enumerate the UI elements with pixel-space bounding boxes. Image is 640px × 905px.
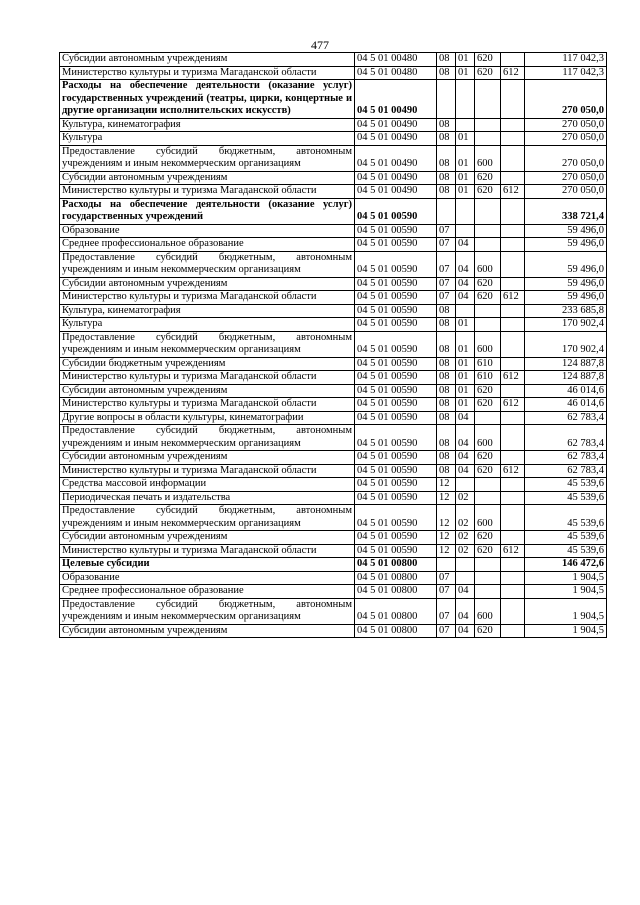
amount: 62 783,4 bbox=[525, 451, 607, 465]
section-code: 07 bbox=[437, 598, 456, 624]
table-row bbox=[60, 53, 607, 67]
subsection-code: 01 bbox=[456, 384, 475, 398]
table-row bbox=[60, 357, 607, 371]
subsection-code bbox=[456, 80, 475, 119]
section-code: 07 bbox=[437, 291, 456, 305]
subsection-code: 01 bbox=[456, 357, 475, 371]
subsection-code: 04 bbox=[456, 585, 475, 599]
expense-type-code: 620 bbox=[475, 291, 501, 305]
section-code: 12 bbox=[437, 478, 456, 492]
subsection-code: 04 bbox=[456, 425, 475, 451]
amount: 45 539,6 bbox=[525, 531, 607, 545]
target-article-code: 04 5 01 00590 bbox=[355, 318, 437, 332]
row-name: Субсидии автономным учреждениям bbox=[60, 277, 355, 291]
row-name: Субсидии автономным учреждениям bbox=[60, 53, 355, 67]
table-row bbox=[60, 411, 607, 425]
subsection-code: 04 bbox=[456, 624, 475, 638]
amount: 270 050,0 bbox=[525, 80, 607, 119]
expense-type-code: 620 bbox=[475, 464, 501, 478]
section-code: 07 bbox=[437, 238, 456, 252]
expense-type-code: 620 bbox=[475, 624, 501, 638]
section-code: 08 bbox=[437, 425, 456, 451]
amount: 233 685,8 bbox=[525, 304, 607, 318]
budget-manager-code bbox=[501, 585, 525, 599]
amount: 59 496,0 bbox=[525, 277, 607, 291]
table-row bbox=[60, 558, 607, 572]
subsection-code: 02 bbox=[456, 531, 475, 545]
subsection-code bbox=[456, 198, 475, 224]
table-row bbox=[60, 478, 607, 492]
row-name: Целевые субсидии bbox=[60, 558, 355, 572]
table-row bbox=[60, 198, 607, 224]
target-article-code: 04 5 01 00590 bbox=[355, 357, 437, 371]
target-article-code: 04 5 01 00590 bbox=[355, 238, 437, 252]
budget-manager-code bbox=[501, 531, 525, 545]
target-article-code: 04 5 01 00590 bbox=[355, 478, 437, 492]
section-code: 08 bbox=[437, 384, 456, 398]
table-row bbox=[60, 464, 607, 478]
table-row bbox=[60, 425, 607, 451]
row-name: Предоставление субсидий бюджетным, автономным учреждениям и иным некоммерческим организациям bbox=[60, 425, 355, 451]
row-name: Министерство культуры и туризма Магаданской области bbox=[60, 291, 355, 305]
target-article-code: 04 5 01 00800 bbox=[355, 598, 437, 624]
amount: 270 050,0 bbox=[525, 118, 607, 132]
row-name: Расходы на обеспечение деятельности (оказание услуг) государственных учреждений bbox=[60, 198, 355, 224]
subsection-code: 01 bbox=[456, 318, 475, 332]
subsection-code: 04 bbox=[456, 277, 475, 291]
table-row bbox=[60, 251, 607, 277]
table-row bbox=[60, 238, 607, 252]
subsection-code: 04 bbox=[456, 238, 475, 252]
amount: 62 783,4 bbox=[525, 464, 607, 478]
table-row bbox=[60, 304, 607, 318]
subsection-code bbox=[456, 571, 475, 585]
section-code: 08 bbox=[437, 411, 456, 425]
expense-type-code: 620 bbox=[475, 544, 501, 558]
row-name: Культура, кинематография bbox=[60, 118, 355, 132]
amount: 338 721,4 bbox=[525, 198, 607, 224]
budget-table bbox=[59, 52, 607, 638]
row-name: Расходы на обеспечение деятельности (оказание услуг) государственных учреждений (театры, цирки, концертные и другие организации исполнительских искусств) bbox=[60, 80, 355, 119]
row-name: Субсидии автономным учреждениям bbox=[60, 531, 355, 545]
table-row bbox=[60, 66, 607, 80]
amount: 270 050,0 bbox=[525, 132, 607, 146]
subsection-code: 01 bbox=[456, 331, 475, 357]
row-name: Министерство культуры и туризма Магаданской области bbox=[60, 185, 355, 199]
table-row bbox=[60, 80, 607, 119]
section-code: 08 bbox=[437, 171, 456, 185]
expense-type-code bbox=[475, 224, 501, 238]
subsection-code: 01 bbox=[456, 185, 475, 199]
budget-manager-code bbox=[501, 357, 525, 371]
row-name: Предоставление субсидий бюджетным, автономным учреждениям и иным некоммерческим организациям bbox=[60, 505, 355, 531]
section-code: 07 bbox=[437, 624, 456, 638]
expense-type-code bbox=[475, 80, 501, 119]
expense-type-code: 600 bbox=[475, 505, 501, 531]
table-row bbox=[60, 398, 607, 412]
expense-type-code bbox=[475, 118, 501, 132]
section-code: 08 bbox=[437, 185, 456, 199]
table-row bbox=[60, 224, 607, 238]
subsection-code bbox=[456, 558, 475, 572]
row-name: Образование bbox=[60, 571, 355, 585]
expense-type-code: 620 bbox=[475, 53, 501, 67]
target-article-code: 04 5 01 00590 bbox=[355, 425, 437, 451]
row-name: Министерство культуры и туризма Магаданской области bbox=[60, 371, 355, 385]
table-row bbox=[60, 331, 607, 357]
subsection-code: 04 bbox=[456, 451, 475, 465]
section-code: 12 bbox=[437, 531, 456, 545]
row-name: Образование bbox=[60, 224, 355, 238]
budget-manager-code bbox=[501, 224, 525, 238]
target-article-code: 04 5 01 00490 bbox=[355, 80, 437, 119]
amount: 62 783,4 bbox=[525, 425, 607, 451]
budget-manager-code bbox=[501, 171, 525, 185]
subsection-code: 04 bbox=[456, 291, 475, 305]
table-row bbox=[60, 531, 607, 545]
budget-manager-code bbox=[501, 304, 525, 318]
target-article-code: 04 5 01 00590 bbox=[355, 531, 437, 545]
amount: 59 496,0 bbox=[525, 238, 607, 252]
target-article-code: 04 5 01 00490 bbox=[355, 145, 437, 171]
amount: 117 042,3 bbox=[525, 66, 607, 80]
budget-manager-code bbox=[501, 198, 525, 224]
section-code bbox=[437, 198, 456, 224]
subsection-code: 01 bbox=[456, 66, 475, 80]
row-name: Культура bbox=[60, 318, 355, 332]
amount: 1 904,5 bbox=[525, 571, 607, 585]
table-row bbox=[60, 145, 607, 171]
row-name: Предоставление субсидий бюджетным, автономным учреждениям и иным некоммерческим организациям bbox=[60, 251, 355, 277]
section-code: 07 bbox=[437, 224, 456, 238]
section-code: 08 bbox=[437, 398, 456, 412]
table-row bbox=[60, 571, 607, 585]
row-name: Министерство культуры и туризма Магаданской области bbox=[60, 544, 355, 558]
expense-type-code bbox=[475, 585, 501, 599]
expense-type-code: 620 bbox=[475, 384, 501, 398]
amount: 46 014,6 bbox=[525, 384, 607, 398]
amount: 270 050,0 bbox=[525, 145, 607, 171]
table-row bbox=[60, 318, 607, 332]
budget-manager-code bbox=[501, 53, 525, 67]
budget-manager-code bbox=[501, 624, 525, 638]
target-article-code: 04 5 01 00490 bbox=[355, 132, 437, 146]
subsection-code: 01 bbox=[456, 132, 475, 146]
budget-manager-code: 612 bbox=[501, 371, 525, 385]
table-row bbox=[60, 598, 607, 624]
section-code: 08 bbox=[437, 451, 456, 465]
expense-type-code bbox=[475, 411, 501, 425]
expense-type-code bbox=[475, 571, 501, 585]
amount: 170 902,4 bbox=[525, 318, 607, 332]
table-row bbox=[60, 451, 607, 465]
budget-manager-code bbox=[501, 425, 525, 451]
section-code: 08 bbox=[437, 132, 456, 146]
subsection-code: 02 bbox=[456, 505, 475, 531]
row-name: Субсидии автономным учреждениям bbox=[60, 384, 355, 398]
budget-manager-code: 612 bbox=[501, 66, 525, 80]
table-row bbox=[60, 277, 607, 291]
amount: 59 496,0 bbox=[525, 224, 607, 238]
row-name: Культура, кинематография bbox=[60, 304, 355, 318]
target-article-code: 04 5 01 00800 bbox=[355, 624, 437, 638]
budget-manager-code bbox=[501, 277, 525, 291]
table-body bbox=[60, 53, 607, 638]
expense-type-code bbox=[475, 238, 501, 252]
expense-type-code bbox=[475, 318, 501, 332]
expense-type-code bbox=[475, 304, 501, 318]
expense-type-code: 620 bbox=[475, 185, 501, 199]
section-code bbox=[437, 558, 456, 572]
target-article-code: 04 5 01 00490 bbox=[355, 171, 437, 185]
target-article-code: 04 5 01 00590 bbox=[355, 505, 437, 531]
table-row bbox=[60, 384, 607, 398]
expense-type-code: 600 bbox=[475, 251, 501, 277]
target-article-code: 04 5 01 00590 bbox=[355, 544, 437, 558]
amount: 59 496,0 bbox=[525, 251, 607, 277]
row-name: Другие вопросы в области культуры, кинематографии bbox=[60, 411, 355, 425]
page-number: 477 bbox=[311, 38, 329, 52]
target-article-code: 04 5 01 00590 bbox=[355, 398, 437, 412]
target-article-code: 04 5 01 00590 bbox=[355, 291, 437, 305]
amount: 270 050,0 bbox=[525, 171, 607, 185]
expense-type-code: 610 bbox=[475, 371, 501, 385]
row-name: Министерство культуры и туризма Магаданской области bbox=[60, 66, 355, 80]
section-code: 07 bbox=[437, 277, 456, 291]
amount: 46 014,6 bbox=[525, 398, 607, 412]
table-row bbox=[60, 291, 607, 305]
budget-manager-code: 612 bbox=[501, 398, 525, 412]
expense-type-code: 620 bbox=[475, 277, 501, 291]
section-code: 08 bbox=[437, 118, 456, 132]
amount: 1 904,5 bbox=[525, 598, 607, 624]
target-article-code: 04 5 01 00590 bbox=[355, 451, 437, 465]
amount: 124 887,8 bbox=[525, 357, 607, 371]
section-code: 08 bbox=[437, 464, 456, 478]
row-name: Субсидии автономным учреждениям bbox=[60, 171, 355, 185]
row-name: Периодическая печать и издательства bbox=[60, 491, 355, 505]
target-article-code: 04 5 01 00590 bbox=[355, 384, 437, 398]
amount: 1 904,5 bbox=[525, 624, 607, 638]
row-name: Предоставление субсидий бюджетным, автономным учреждениям и иным некоммерческим организациям bbox=[60, 331, 355, 357]
budget-manager-code bbox=[501, 558, 525, 572]
subsection-code: 01 bbox=[456, 398, 475, 412]
budget-manager-code: 612 bbox=[501, 464, 525, 478]
budget-manager-code bbox=[501, 251, 525, 277]
subsection-code: 04 bbox=[456, 251, 475, 277]
budget-manager-code bbox=[501, 411, 525, 425]
amount: 45 539,6 bbox=[525, 491, 607, 505]
budget-manager-code bbox=[501, 598, 525, 624]
subsection-code: 01 bbox=[456, 371, 475, 385]
amount: 146 472,6 bbox=[525, 558, 607, 572]
section-code: 08 bbox=[437, 66, 456, 80]
amount: 62 783,4 bbox=[525, 411, 607, 425]
target-article-code: 04 5 01 00480 bbox=[355, 66, 437, 80]
budget-manager-code: 612 bbox=[501, 185, 525, 199]
expense-type-code: 600 bbox=[475, 425, 501, 451]
target-article-code: 04 5 01 00590 bbox=[355, 304, 437, 318]
target-article-code: 04 5 01 00590 bbox=[355, 331, 437, 357]
budget-manager-code bbox=[501, 132, 525, 146]
budget-manager-code bbox=[501, 478, 525, 492]
subsection-code: 01 bbox=[456, 145, 475, 171]
budget-manager-code bbox=[501, 505, 525, 531]
budget-manager-code bbox=[501, 118, 525, 132]
section-code: 08 bbox=[437, 53, 456, 67]
budget-manager-code bbox=[501, 571, 525, 585]
expense-type-code bbox=[475, 558, 501, 572]
section-code: 08 bbox=[437, 357, 456, 371]
target-article-code: 04 5 01 00590 bbox=[355, 411, 437, 425]
row-name: Среднее профессиональное образование bbox=[60, 585, 355, 599]
amount: 59 496,0 bbox=[525, 291, 607, 305]
expense-type-code bbox=[475, 478, 501, 492]
budget-manager-code bbox=[501, 145, 525, 171]
target-article-code: 04 5 01 00590 bbox=[355, 464, 437, 478]
subsection-code: 02 bbox=[456, 491, 475, 505]
budget-manager-code bbox=[501, 384, 525, 398]
section-code: 08 bbox=[437, 304, 456, 318]
budget-manager-code bbox=[501, 80, 525, 119]
subsection-code: 01 bbox=[456, 171, 475, 185]
table-row bbox=[60, 132, 607, 146]
table-row bbox=[60, 624, 607, 638]
section-code: 12 bbox=[437, 544, 456, 558]
target-article-code: 04 5 01 00590 bbox=[355, 251, 437, 277]
section-code: 08 bbox=[437, 331, 456, 357]
table-row bbox=[60, 171, 607, 185]
section-code: 07 bbox=[437, 571, 456, 585]
expense-type-code bbox=[475, 491, 501, 505]
target-article-code: 04 5 01 00480 bbox=[355, 53, 437, 67]
expense-type-code: 620 bbox=[475, 171, 501, 185]
row-name: Субсидии автономным учреждениям bbox=[60, 451, 355, 465]
target-article-code: 04 5 01 00490 bbox=[355, 185, 437, 199]
section-code: 08 bbox=[437, 145, 456, 171]
section-code: 08 bbox=[437, 371, 456, 385]
target-article-code: 04 5 01 00490 bbox=[355, 118, 437, 132]
expense-type-code bbox=[475, 132, 501, 146]
table-row bbox=[60, 544, 607, 558]
target-article-code: 04 5 01 00590 bbox=[355, 224, 437, 238]
row-name: Среднее профессиональное образование bbox=[60, 238, 355, 252]
amount: 270 050,0 bbox=[525, 185, 607, 199]
target-article-code: 04 5 01 00590 bbox=[355, 277, 437, 291]
section-code: 12 bbox=[437, 491, 456, 505]
expense-type-code bbox=[475, 198, 501, 224]
budget-manager-code bbox=[501, 318, 525, 332]
expense-type-code: 620 bbox=[475, 398, 501, 412]
budget-manager-code: 612 bbox=[501, 291, 525, 305]
amount: 1 904,5 bbox=[525, 585, 607, 599]
table-row bbox=[60, 491, 607, 505]
amount: 117 042,3 bbox=[525, 53, 607, 67]
expense-type-code: 610 bbox=[475, 357, 501, 371]
expense-type-code: 620 bbox=[475, 531, 501, 545]
section-code bbox=[437, 80, 456, 119]
subsection-code: 04 bbox=[456, 411, 475, 425]
table-row bbox=[60, 505, 607, 531]
target-article-code: 04 5 01 00800 bbox=[355, 558, 437, 572]
subsection-code bbox=[456, 224, 475, 238]
subsection-code: 01 bbox=[456, 53, 475, 67]
row-name: Средства массовой информации bbox=[60, 478, 355, 492]
budget-manager-code bbox=[501, 331, 525, 357]
section-code: 12 bbox=[437, 505, 456, 531]
table-row bbox=[60, 585, 607, 599]
target-article-code: 04 5 01 00590 bbox=[355, 371, 437, 385]
subsection-code bbox=[456, 118, 475, 132]
subsection-code bbox=[456, 478, 475, 492]
subsection-code bbox=[456, 304, 475, 318]
subsection-code: 04 bbox=[456, 598, 475, 624]
expense-type-code: 600 bbox=[475, 598, 501, 624]
table-row bbox=[60, 185, 607, 199]
row-name: Субсидии бюджетным учреждениям bbox=[60, 357, 355, 371]
expense-type-code: 620 bbox=[475, 451, 501, 465]
target-article-code: 04 5 01 00590 bbox=[355, 198, 437, 224]
budget-manager-code: 612 bbox=[501, 544, 525, 558]
target-article-code: 04 5 01 00590 bbox=[355, 491, 437, 505]
subsection-code: 02 bbox=[456, 544, 475, 558]
section-code: 07 bbox=[437, 585, 456, 599]
table-row bbox=[60, 118, 607, 132]
row-name: Министерство культуры и туризма Магаданской области bbox=[60, 464, 355, 478]
row-name: Предоставление субсидий бюджетным, автономным учреждениям и иным некоммерческим организациям bbox=[60, 145, 355, 171]
section-code: 07 bbox=[437, 251, 456, 277]
budget-manager-code bbox=[501, 491, 525, 505]
amount: 45 539,6 bbox=[525, 544, 607, 558]
target-article-code: 04 5 01 00800 bbox=[355, 571, 437, 585]
amount: 170 902,4 bbox=[525, 331, 607, 357]
table-row bbox=[60, 371, 607, 385]
row-name: Министерство культуры и туризма Магаданской области bbox=[60, 398, 355, 412]
row-name: Предоставление субсидий бюджетным, автономным учреждениям и иным некоммерческим организациям bbox=[60, 598, 355, 624]
budget-manager-code bbox=[501, 451, 525, 465]
row-name: Субсидии автономным учреждениям bbox=[60, 624, 355, 638]
expense-type-code: 600 bbox=[475, 145, 501, 171]
amount: 45 539,6 bbox=[525, 478, 607, 492]
amount: 124 887,8 bbox=[525, 371, 607, 385]
row-name: Культура bbox=[60, 132, 355, 146]
subsection-code: 04 bbox=[456, 464, 475, 478]
expense-type-code: 600 bbox=[475, 331, 501, 357]
expense-type-code: 620 bbox=[475, 66, 501, 80]
budget-manager-code bbox=[501, 238, 525, 252]
target-article-code: 04 5 01 00800 bbox=[355, 585, 437, 599]
amount: 45 539,6 bbox=[525, 505, 607, 531]
section-code: 08 bbox=[437, 318, 456, 332]
